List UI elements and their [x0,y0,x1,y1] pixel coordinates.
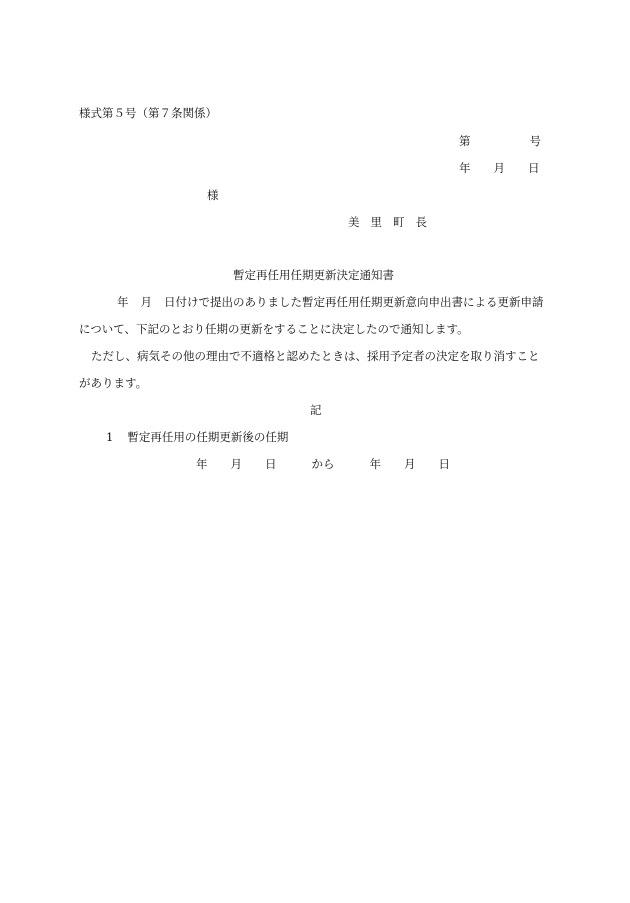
term-start-day: 日 [265,457,277,471]
sender-char-1: 美 [348,215,360,229]
paragraph2-line2: があります。 [79,376,148,390]
document-title: 暫定再任用任期更新決定通知書 [233,268,394,282]
item-1 [106,430,288,444]
doc-number-prefix: 第 [459,134,471,148]
term-end-month: 月 [404,457,416,471]
paragraph1-month: 月 [140,295,152,309]
doc-number [459,134,541,148]
sender-char-3: 町 [393,215,405,229]
doc-number-suffix: 号 [529,134,541,148]
sender-title [348,215,427,229]
paragraph1-line2: について、下記のとおり任期の更新をすることに決定したので通知します。 [79,322,469,336]
item-1-number: 1 [106,430,114,444]
ki-heading: 記 [310,403,322,417]
recipient-honorific: 様 [207,188,219,202]
issue-date-day: 日 [528,161,540,175]
term-end-day: 日 [438,457,450,471]
item-1-label: 暫定再任用の任期更新後の任期 [127,430,289,444]
term-range [196,457,450,471]
paragraph2-line1: ただし、病気その他の理由で不適格と認めたときは、採用予定者の決定を取り消すこと [91,349,540,363]
paragraph1-line1 [117,295,544,309]
term-start-month: 月 [230,457,242,471]
paragraph1-line1-rest: 日付けで提出のありました暫定再任用任期更新意向申出書による更新申請 [164,295,544,309]
term-start-year: 年 [196,457,208,471]
term-kara: から [311,457,335,471]
sender-char-2: 里 [370,215,382,229]
issue-date-year: 年 [459,161,471,175]
issue-date [459,161,540,175]
form-identifier: 様式第５号（第７条関係） [79,106,217,120]
paragraph1-year: 年 [117,295,129,309]
term-end-year: 年 [369,457,381,471]
issue-date-month: 月 [493,161,505,175]
sender-char-4: 長 [415,215,427,229]
